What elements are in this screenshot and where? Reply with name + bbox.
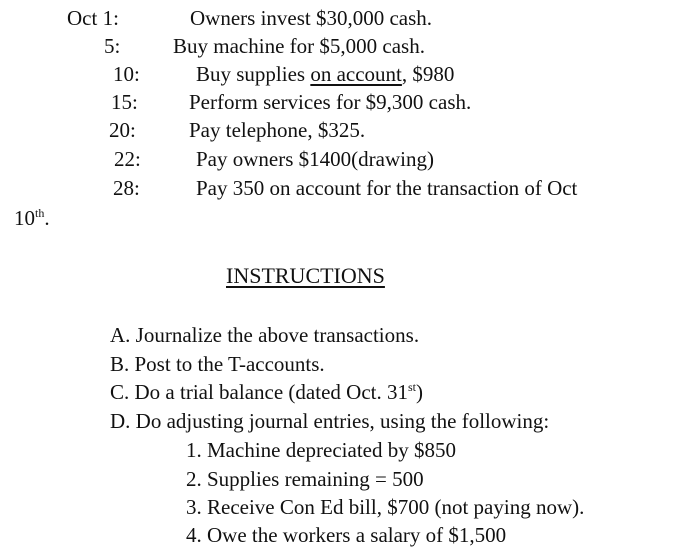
date-10: 10: (113, 62, 140, 86)
transaction-6-desc: Pay owners $1400(drawing) (196, 147, 434, 171)
instruction-c-pre: C. Do a trial balance (dated Oct. 31 (110, 380, 408, 404)
instruction-c (110, 380, 423, 404)
wrap-number: 10 (14, 206, 35, 230)
adjusting-item-3: 3. Receive Con Ed bill, $700 (not paying now). (186, 495, 585, 519)
instruction-d: D. Do adjusting journal entries, using the following: (110, 409, 550, 433)
adjusting-item-1: 1. Machine depreciated by $850 (186, 438, 456, 462)
wrap-end: . (44, 206, 50, 230)
instruction-c-post: ) (415, 380, 423, 404)
date-20: 20: (109, 118, 136, 142)
transaction-3-on-account: on account (310, 62, 402, 86)
instruction-c-sup: st (407, 380, 416, 394)
instruction-a: A. Journalize the above transactions. (110, 323, 420, 347)
date-28: 28: (113, 176, 140, 200)
transaction-7-wrap (14, 206, 50, 230)
date-oct-1: Oct 1: (67, 6, 119, 30)
date-5: 5: (104, 34, 121, 58)
transaction-1-desc: Owners invest $30,000 cash. (190, 6, 433, 30)
transaction-2-desc: Buy machine for $5,000 cash. (173, 34, 425, 58)
transaction-3-desc-post: , $980 (401, 62, 455, 86)
wrap-sup: th (35, 206, 45, 220)
date-22: 22: (114, 147, 141, 171)
adjusting-item-2: 2. Supplies remaining = 500 (186, 467, 424, 491)
instruction-b: B. Post to the T-accounts. (110, 352, 325, 376)
instructions-heading: INSTRUCTIONS (226, 263, 385, 288)
transaction-4-desc: Perform services for $9,300 cash. (189, 90, 472, 114)
transaction-3-desc (196, 62, 454, 86)
transaction-7-desc: Pay 350 on account for the transaction of Oct (196, 176, 578, 200)
date-15: 15: (111, 90, 138, 114)
adjusting-item-4: 4. Owe the workers a salary of $1,500 (186, 523, 507, 547)
transaction-3-desc-pre: Buy supplies (196, 62, 311, 86)
transaction-5-desc: Pay telephone, $325. (189, 118, 366, 142)
